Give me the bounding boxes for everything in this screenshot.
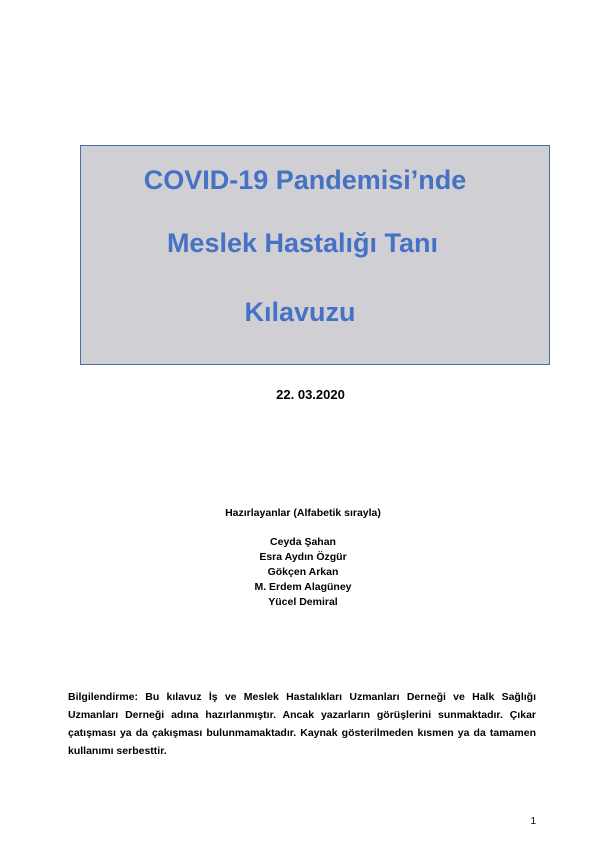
author-name: M. Erdem Alagüney	[254, 581, 352, 593]
title-line-3: Kılavuzu	[244, 297, 356, 327]
authors-heading: Hazırlayanlar (Alfabetik sırayla)	[225, 507, 381, 519]
author-name: Yücel Demiral	[268, 596, 338, 608]
author-name: Esra Aydın Özgür	[259, 551, 347, 563]
title-box	[80, 145, 550, 365]
author-name: Gökçen Arkan	[267, 566, 339, 578]
disclaimer-paragraph: Bilgilendirme: Bu kılavuz İş ve Meslek Hastalıkları Uzmanları Derneği ve Halk Sağlığı Uzmanları Derneği adına hazırlanmıştır. Ancak yazarların görüşlerini sunmaktadır. Çıkar çatışması ya da çakışması bulunmamaktadır. Kaynak gösterilmeden kısmen ya da tamamen kullanımı serbesttir.	[68, 691, 536, 757]
authors-section	[0, 506, 591, 610]
author-list	[0, 535, 591, 610]
title-line-2: Meslek Hastalığı Tanı	[166, 228, 439, 258]
title-line-1: COVID-19 Pandemisi’nde	[143, 165, 467, 195]
author-name: Ceyda Şahan	[270, 536, 336, 548]
page-number: 1	[530, 816, 536, 827]
document-date: 22. 03.2020	[276, 387, 345, 402]
